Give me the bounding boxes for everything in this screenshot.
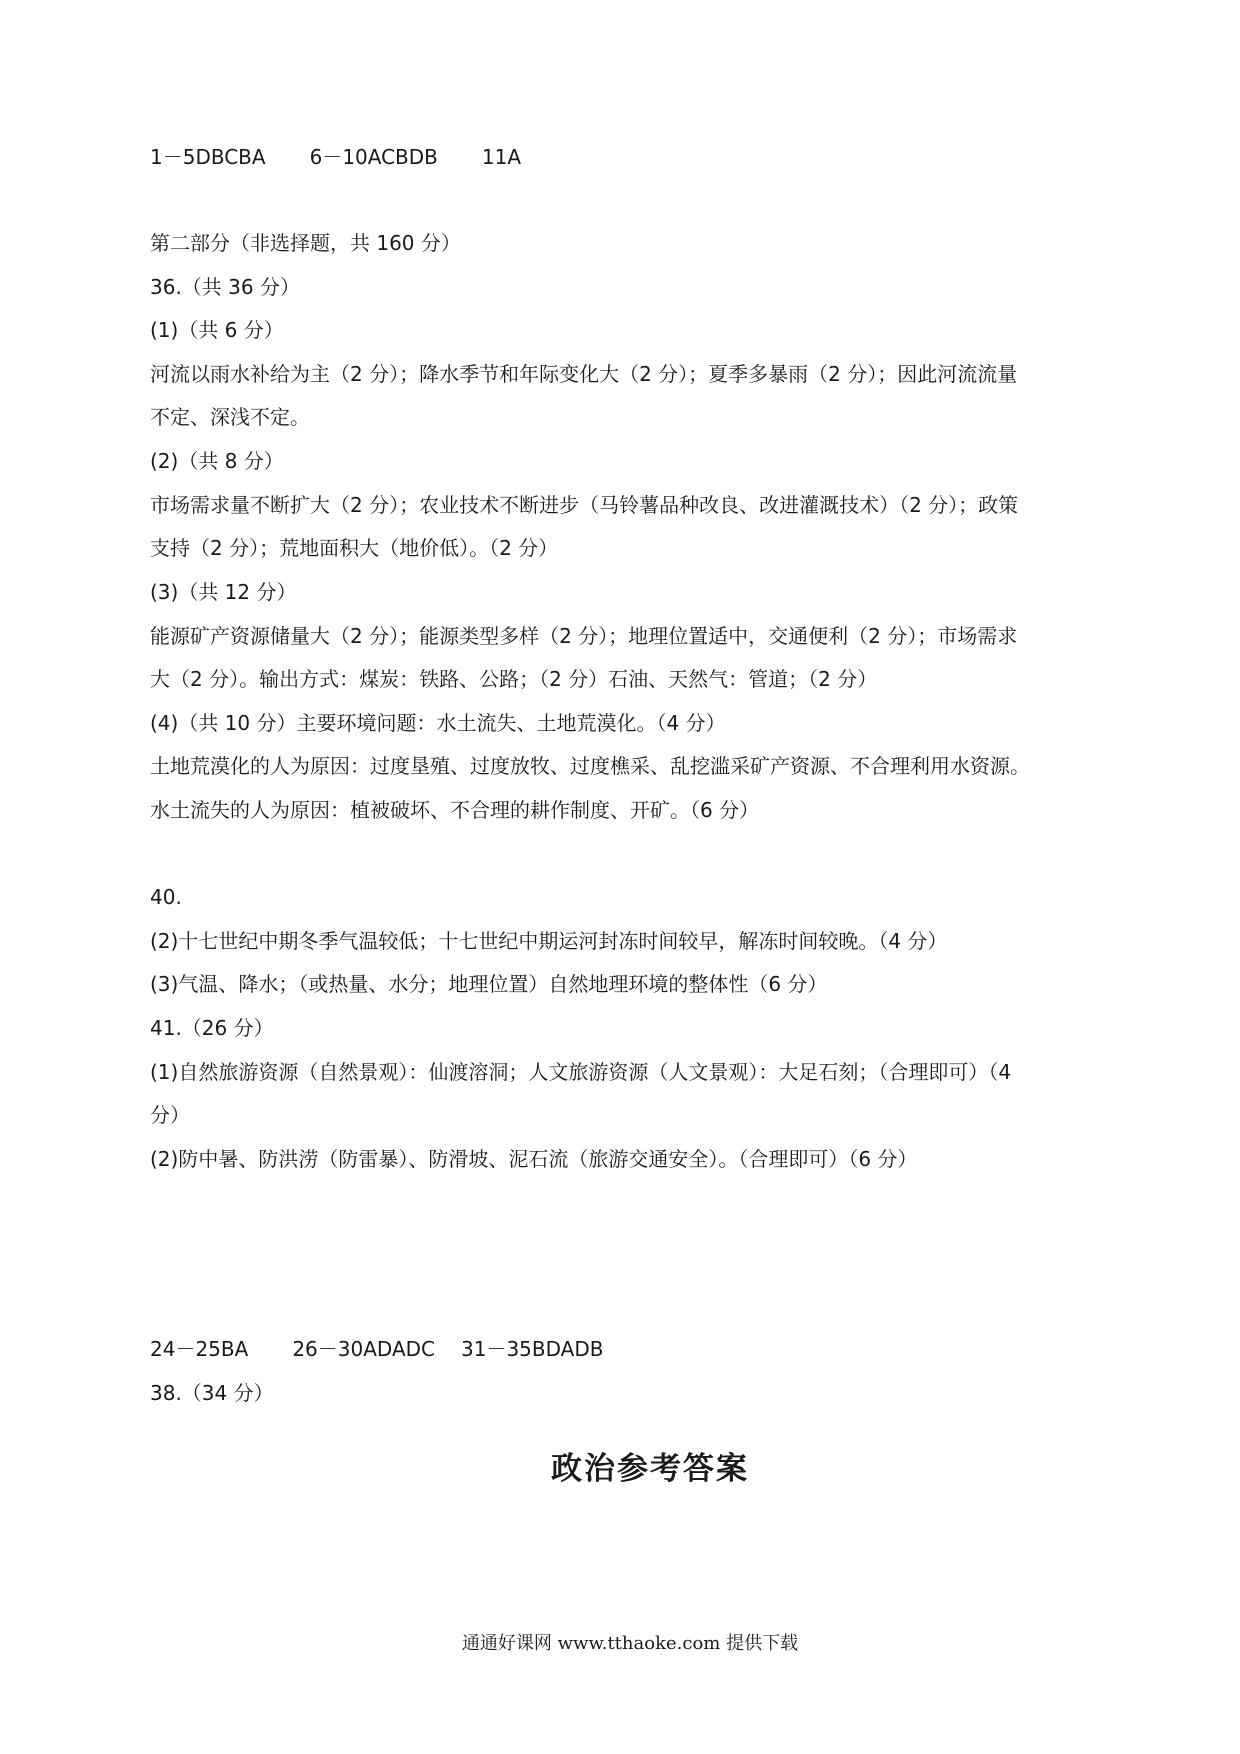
question-40-2-answer: (2)十七世纪中期冬季气温较低；十七世纪中期运河封冻时间较早，解冻时间较晚。（4 分） xyxy=(150,929,948,953)
question-36-2-heading: (2)（共 8 分） xyxy=(150,449,284,473)
question-40-heading: 40. xyxy=(150,885,182,909)
page-footer: 通通好课网 www.tthaoke.com 提供下载 xyxy=(461,1633,799,1654)
politics-title: 政治参考答案 xyxy=(551,1451,749,1487)
choice-answer-group: 11A xyxy=(481,145,522,169)
question-36-heading: 36.（共 36 分） xyxy=(150,275,300,299)
geo-choice-answers xyxy=(150,143,1100,171)
choice-answer-group: 26－30ADADC xyxy=(292,1337,435,1361)
choice-answer-group: 31－35BDADB xyxy=(461,1337,604,1361)
question-36-1-heading: (1)（共 6 分） xyxy=(150,318,284,342)
question-36-2-answer-line: 市场需求量不断扩大（2 分）；农业技术不断进步（马铃薯品种改良、改进灌溉技术）（2 分）；政策 xyxy=(150,493,1019,517)
choice-answer-group: 6－10ACBDB xyxy=(309,145,438,169)
question-36-3-answer-line: 大（2 分）。输出方式：煤炭：铁路、公路；（2 分）石油、天然气：管道；（2 分） xyxy=(150,667,878,691)
choice-answer-group: 24－25BA xyxy=(150,1337,249,1361)
question-36-4-heading: (4)（共 10 分）主要环境问题：水土流失、土地荒漠化。（4 分） xyxy=(150,711,726,735)
question-36-4-answer-line: 土地荒漠化的人为原因：过度垦殖、过度放牧、过度樵采、乱挖滥采矿产资源、不合理利用水资源。 xyxy=(150,754,1030,778)
question-41-heading: 41.（26 分） xyxy=(150,1016,274,1040)
question-36-3-heading: (3)（共 12 分） xyxy=(150,580,297,604)
question-36-4-answer-line: 水土流失的人为原因：植被破坏、不合理的耕作制度、开矿。（6 分） xyxy=(150,798,760,822)
question-40-3-answer: (3)气温、降水；（或热量、水分；地理位置）自然地理环境的整体性（6 分） xyxy=(150,972,828,996)
question-36-3-answer-line: 能源矿产资源储量大（2 分）；能源类型多样（2 分）；地理位置适中，交通便利（2 分）；市场需求 xyxy=(150,624,1018,648)
question-36-1-answer-line: 不定、深浅不定。 xyxy=(150,405,310,429)
choice-answer-group: 1－5DBCBA xyxy=(150,145,266,169)
question-36-2-answer-line: 支持（2 分）；荒地面积大（地价低）。（2 分） xyxy=(150,536,559,560)
question-41-1-answer-line: (1)自然旅游资源（自然景观）：仙渡溶洞；人文旅游资源（人文景观）：大足石刻；（合理即可）（4 xyxy=(150,1060,1012,1084)
question-41-1-answer-line: 分） xyxy=(150,1103,190,1127)
part2-heading: 第二部分（非选择题，共 160 分） xyxy=(150,231,461,255)
politics-choice-answers xyxy=(150,1335,1100,1363)
question-41-2-answer: (2)防中暑、防洪涝（防雷暴）、防滑坡、泥石流（旅游交通安全）。（合理即可）（6 分） xyxy=(150,1147,918,1171)
question-36-1-answer-line: 河流以雨水补给为主（2 分）；降水季节和年际变化大（2 分）；夏季多暴雨（2 分）；因此河流流量 xyxy=(150,362,1018,386)
question-38-heading: 38.（34 分） xyxy=(150,1381,274,1405)
